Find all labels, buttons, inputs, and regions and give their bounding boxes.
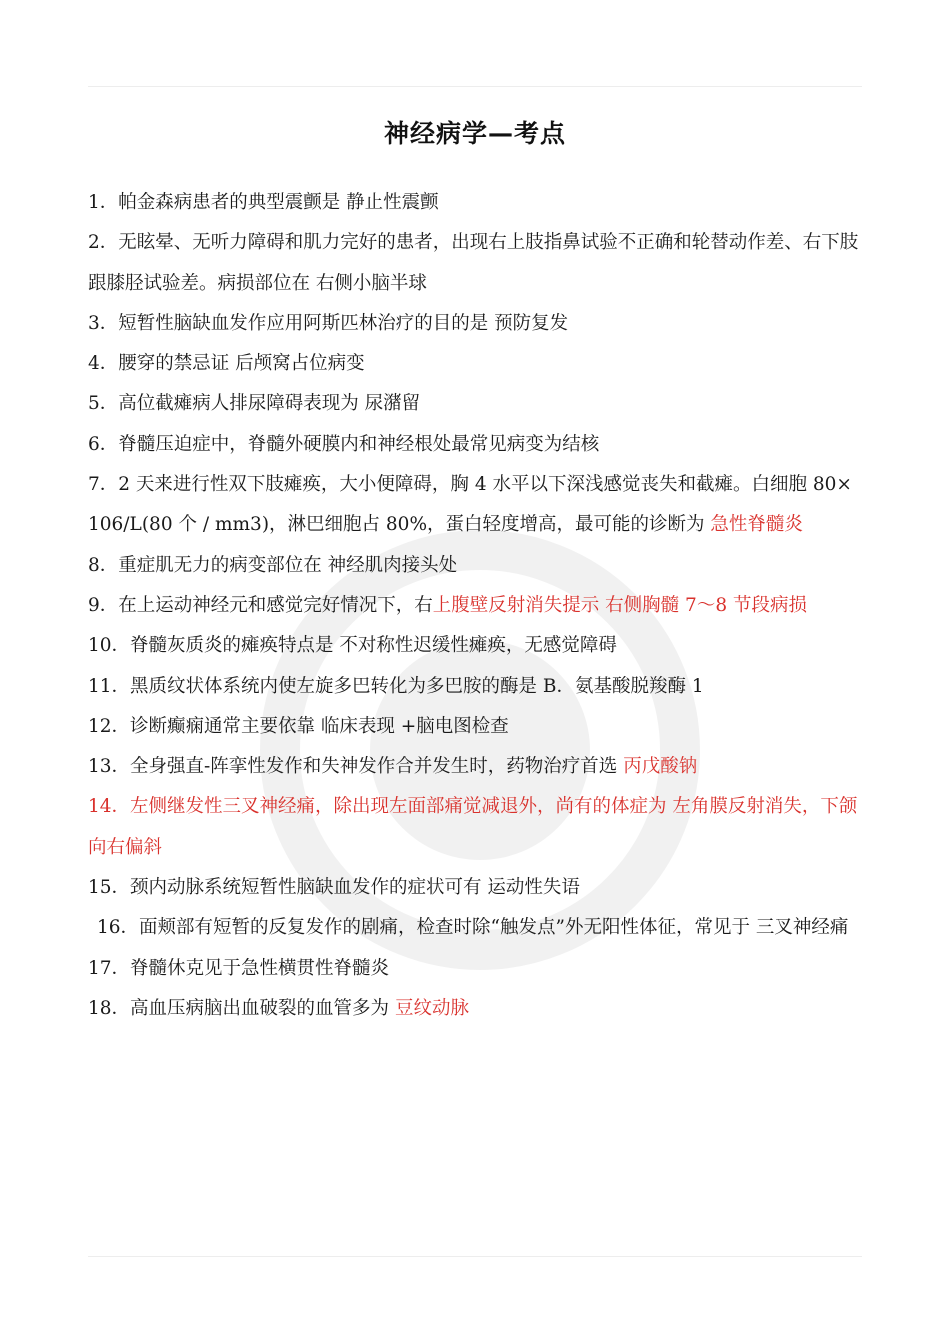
item-number: 12． bbox=[88, 715, 131, 737]
list-item bbox=[88, 949, 862, 989]
list-item bbox=[88, 747, 862, 787]
list-item bbox=[88, 667, 862, 707]
item-text: 脊髓休克见于急性横贯性脊髓炎 bbox=[130, 957, 390, 979]
item-number: 18． bbox=[88, 997, 131, 1019]
question-list bbox=[88, 183, 862, 1029]
list-item bbox=[88, 384, 862, 424]
item-text: 重症肌无力的病变部位在 神经肌肉接头处 bbox=[118, 554, 458, 576]
item-number: 11． bbox=[88, 675, 131, 697]
item-text: 脊髓压迫症中，脊髓外硬膜内和神经根处最常见病变为结核 bbox=[118, 433, 600, 455]
item-number: 4． bbox=[88, 353, 119, 375]
item-number: 16． bbox=[97, 917, 140, 939]
item-answer-highlight: 上腹壁反射消失提示 右侧胸髓 7～8 节段病损 bbox=[432, 594, 807, 616]
item-number: 6． bbox=[88, 433, 119, 455]
header-divider bbox=[88, 86, 862, 87]
item-number: 10． bbox=[88, 635, 131, 657]
item-answer-highlight: 丙戊酸钠 bbox=[623, 756, 698, 778]
list-item bbox=[88, 586, 862, 626]
list-item bbox=[88, 223, 862, 304]
item-answer-highlight: 左侧继发性三叉神经痛，除出现左面部痛觉减退外，尚有的体症为 左角膜反射消失，下颌向右偏斜 bbox=[88, 796, 858, 858]
item-text: 无眩晕、无听力障碍和肌力完好的患者，出现右上肢指鼻试验不正确和轮替动作差、右下肢跟膝胫试验差。病损部位在 右侧小脑半球 bbox=[88, 232, 859, 294]
item-number: 9． bbox=[88, 594, 119, 616]
item-answer-highlight: 急性脊髓炎 bbox=[710, 514, 803, 536]
list-item bbox=[88, 626, 862, 666]
item-text: 面颊部有短暂的反复发作的剧痛，检查时除“触发点”外无阳性体征，常见于 三叉神经痛 bbox=[139, 917, 849, 939]
item-number: 17． bbox=[88, 957, 131, 979]
item-number: 3． bbox=[88, 312, 119, 334]
item-text: 帕金森病患者的典型震颤是 静止性震颤 bbox=[118, 192, 439, 213]
list-item bbox=[88, 425, 862, 465]
item-number: 8． bbox=[88, 554, 119, 576]
item-number: 13． bbox=[88, 756, 131, 778]
item-number: 14． bbox=[88, 796, 131, 818]
list-item bbox=[88, 787, 862, 868]
item-text: 高血压病脑出血破裂的血管多为 bbox=[130, 997, 395, 1019]
item-answer-highlight: 豆纹动脉 bbox=[394, 997, 469, 1019]
item-text: 短暂性脑缺血发作应用阿斯匹林治疗的目的是 预防复发 bbox=[118, 312, 569, 334]
footer-divider bbox=[88, 1256, 862, 1257]
item-text: 2 天来进行性双下肢瘫痪，大小便障碍，胸 4 水平以下深浅感觉丧失和截瘫。白细胞 80×106/L(80 个 / mm3)，淋巴细胞占 80%，蛋白轻度增高，最可能的诊断为 bbox=[88, 474, 852, 536]
item-number: 2． bbox=[88, 232, 119, 254]
list-item bbox=[88, 546, 862, 586]
list-item bbox=[88, 707, 862, 747]
item-text: 黑质纹状体系统内使左旋多巴转化为多巴胺的酶是 B．氨基酸脱羧酶 1 bbox=[130, 675, 704, 697]
list-item bbox=[88, 304, 862, 344]
item-text: 诊断癫痫通常主要依靠 临床表现 +脑电图检查 bbox=[130, 715, 509, 737]
item-number: 15． bbox=[88, 877, 131, 899]
item-text: 脊髓灰质炎的瘫痪特点是 不对称性迟缓性瘫痪，无感觉障碍 bbox=[130, 635, 617, 657]
item-number: 7． bbox=[88, 474, 119, 496]
item-text: 全身强直-阵挛性发作和失神发作合并发生时，药物治疗首选 bbox=[130, 756, 624, 778]
item-number: 1． bbox=[88, 192, 119, 213]
item-text: 高位截瘫病人排尿障碍表现为 尿潴留 bbox=[118, 393, 421, 415]
list-item bbox=[88, 183, 862, 223]
item-text: 颈内动脉系统短暂性脑缺血发作的症状可有 运动性失语 bbox=[130, 877, 580, 899]
item-number: 5． bbox=[88, 393, 119, 415]
list-item bbox=[88, 465, 862, 546]
item-text: 在上运动神经元和感觉完好情况下，右 bbox=[118, 594, 433, 616]
list-item bbox=[88, 344, 862, 384]
item-text: 腰穿的禁忌证 后颅窝占位病变 bbox=[118, 353, 365, 375]
list-item bbox=[88, 989, 862, 1029]
page-title: 神经病学—考点 bbox=[383, 119, 566, 148]
list-item bbox=[88, 868, 862, 908]
list-item bbox=[88, 908, 862, 948]
